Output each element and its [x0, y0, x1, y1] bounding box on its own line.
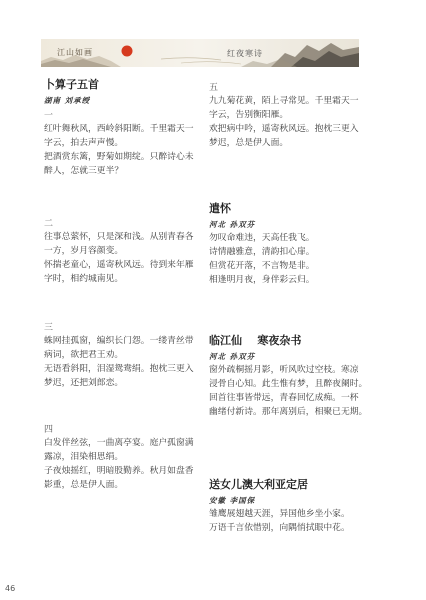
stanza-line: 梦迟，还把刘郎恋。 — [44, 378, 124, 388]
stanza-line: 把酒赏东篱，野菊如期绽。只醉诗心未 — [44, 152, 194, 162]
stanza-line: 醉人，怎就三更半？ — [44, 166, 124, 176]
poem-line: 窗外疏桐摇月影，听风吹过空枝。寒凉 — [209, 365, 359, 375]
stanza-number: 四 — [44, 425, 54, 435]
poem-title: 卜算子五首 — [44, 78, 99, 91]
stanza-3 — [44, 322, 194, 390]
stanza-number: 五 — [209, 83, 219, 93]
stanza-line: 字时，相约城南见。 — [44, 274, 124, 284]
poem-line: 幽绪付新诗。那年离别后，相聚已无期。 — [209, 407, 368, 417]
stanza-5 — [209, 82, 373, 150]
poem-title: 遣怀 — [209, 202, 231, 215]
stanza-line: 往事总萦怀，只是深和浅。从别青春各 — [44, 232, 194, 242]
stanza-line: 病词，欲把君王劝。 — [44, 350, 124, 360]
stanza-line: 欢把病中吟，遥寄秋风远。抱枕三更入 — [209, 124, 359, 134]
stanza-line: 一方，岁月容颜变。 — [44, 246, 124, 256]
poem-author: 河北 孙双芬 — [209, 352, 256, 361]
poem-buxuanzi — [44, 78, 194, 107]
poem-line: 万语千言依惜别，向隅悄拭眼中花。 — [209, 523, 350, 533]
stanza-line: 红叶舞秋风，西岭斜阳断。千里霜天一 — [44, 124, 194, 134]
poem-line: 雏鹰展翅越天涯，异国他乡坐小家。 — [209, 509, 350, 519]
stanza-line: 子夜烛摇红，明暗股勤养。秋月如盘香 — [44, 466, 194, 476]
stanza-2 — [44, 218, 194, 286]
stanza-line: 蛛网挂孤窗，编织长门怨。一缕青丝带 — [44, 336, 194, 346]
poem-line: 回首往事皆带远，青春回忆成痴。一杯 — [209, 393, 359, 403]
stanza-number: 二 — [44, 219, 54, 229]
poem-author: 湖南 刘承绶 — [44, 96, 91, 105]
stanza-line: 怀揣老童心，遥寄秋风远。待到来年雁 — [44, 260, 194, 270]
poem-line: 相逢明月夜，身伴彩云归。 — [209, 275, 315, 285]
stanza-number: 三 — [44, 323, 54, 333]
stanza-number: 一 — [44, 111, 54, 121]
page-number: 46 — [5, 584, 16, 593]
poem-line: 但赏花开落，不言物是非。 — [209, 261, 315, 271]
stanza-line: 露凉，泪染相思绢。 — [44, 452, 124, 462]
poem-qianhuai — [209, 202, 373, 287]
poem-line: 勿叹命难违，天高任我飞。 — [209, 233, 315, 243]
poem-songnuer — [209, 478, 373, 535]
stanza-1 — [44, 110, 194, 178]
poem-line: 浸骨自心知。此生惟有梦，且醉夜阑时。 — [209, 379, 368, 389]
poem-line: 诗情融雅意，清韵扣心扉。 — [209, 247, 315, 257]
poem-title: 临江仙 寒夜杂书 — [209, 334, 302, 347]
poem-linjiangxian — [209, 334, 373, 419]
stanza-line: 影重，总是伊人面。 — [44, 480, 124, 490]
poem-author: 河北 孙双芬 — [209, 220, 256, 229]
stanza-line: 字云，告别衡阳雁。 — [209, 110, 289, 120]
stanza-line: 白发伴丝弦，一曲离亭宴。庭户孤窗满 — [44, 438, 194, 448]
poem-title: 送女儿澳大利亚定居 — [209, 478, 308, 491]
stanza-line: 无语看斜阳，泪湿鸳鸯绢。抱枕三更入 — [44, 364, 194, 374]
header-banner — [41, 39, 359, 67]
stanza-line: 字云，拍去声声慢。 — [44, 138, 124, 148]
stanza-4 — [44, 424, 194, 492]
banner-calligraphy-right: 红夜寒诗 — [227, 49, 263, 58]
stanza-line: 九九菊花黄，陌上寻常见。千里霜天一 — [209, 96, 359, 106]
poem-author: 安徽 李国保 — [209, 496, 256, 505]
banner-calligraphy-left: 江山如画 — [57, 48, 93, 57]
stanza-line: 梦迟，总是伊人面。 — [209, 138, 289, 148]
